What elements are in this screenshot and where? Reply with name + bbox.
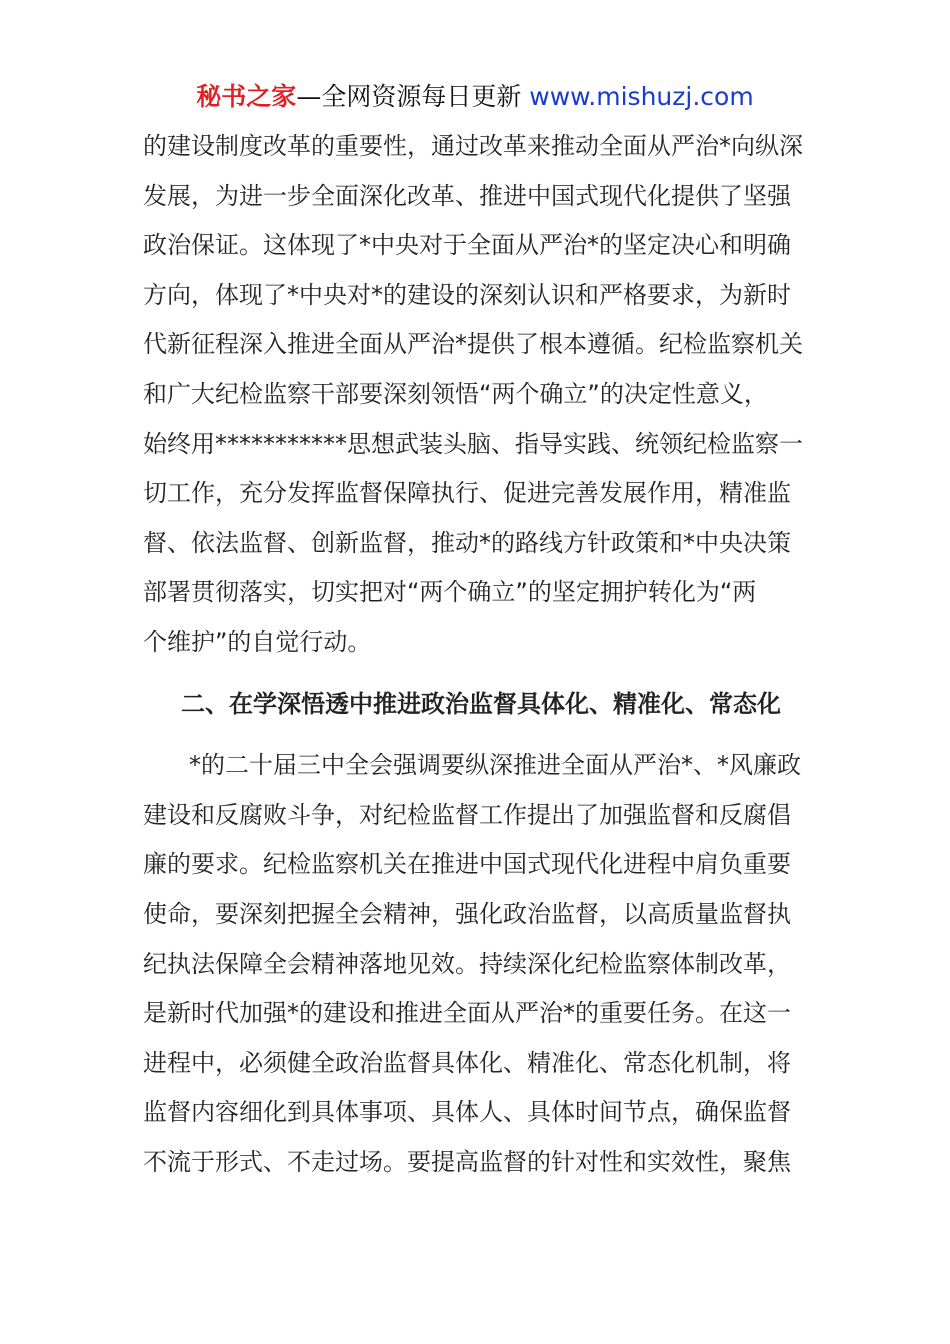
text-line: 纪执法保障全会精神落地见效。持续深化纪检监察体制改革， (143, 949, 791, 978)
section-heading: 二、在学深悟透中推进政治监督具体化、精准化、常态化 (181, 689, 781, 718)
paragraph-1 (143, 122, 811, 668)
document-body (143, 122, 811, 1187)
site-url-link[interactable]: www.mishuzj.com (529, 82, 754, 111)
text-line: 个维护”的自觉行动。 (143, 627, 372, 656)
text-line: 切工作，充分发挥监督保障执行、促进完善发展作用，精准监 (143, 479, 791, 508)
text-line: 不流于形式、不走过场。要提高监督的针对性和实效性，聚焦 (143, 1147, 791, 1176)
text-line: 政治保证。这体现了*中央对于全面从严治*的坚定决心和明确 (143, 231, 791, 260)
text-line: 发展，为进一步全面深化改革、推进中国式现代化提供了坚强 (143, 181, 791, 210)
text-line: 使命，要深刻把握全会精神，强化政治监督，以高质量监督执 (143, 899, 791, 928)
brand-name: 秘书之家 (196, 82, 297, 111)
text-line: 的建设制度改革的重要性，通过改革来推动全面从严治*向纵深 (143, 132, 803, 160)
text-line: 进程中，必须健全政治监督具体化、精准化、常态化机制，将 (143, 1048, 791, 1077)
text-line: 监督内容细化到具体事项、具体人、具体时间节点，确保监督 (143, 1098, 791, 1127)
text-line: 代新征程深入推进全面从严治*提供了根本遵循。纪检监察机关 (143, 330, 803, 359)
text-line: 部署贯彻落实，切实把对“两个确立”的坚定拥护转化为“两 (143, 578, 757, 607)
page-header (0, 80, 950, 114)
text-line: 是新时代加强*的建设和推进全面从严治*的重要任务。在这一 (143, 999, 791, 1028)
header-tagline: —全网资源每日更新 (296, 82, 530, 111)
text-line: 方向，体现了*中央对*的建设的深刻认识和严格要求，为新时 (143, 280, 791, 309)
text-line: 建设和反腐败斗争，对纪检监督工作提出了加强监督和反腐倡 (143, 800, 791, 829)
text-line: 始终用***********思想武装头脑、指导实践、统领纪检监察一 (143, 429, 803, 458)
paragraph-2 (143, 741, 811, 1187)
text-line: *的二十届三中全会强调要纵深推进全面从严治*、*风廉政 (189, 751, 801, 780)
text-line: 廉的要求。纪检监察机关在推进中国式现代化进程中肩负重要 (143, 850, 791, 879)
text-line: 和广大纪检监察干部要深刻领悟“两个确立”的决定性意义， (143, 379, 768, 408)
text-line: 督、依法监督、创新监督，推动*的路线方针政策和*中央决策 (143, 528, 791, 557)
